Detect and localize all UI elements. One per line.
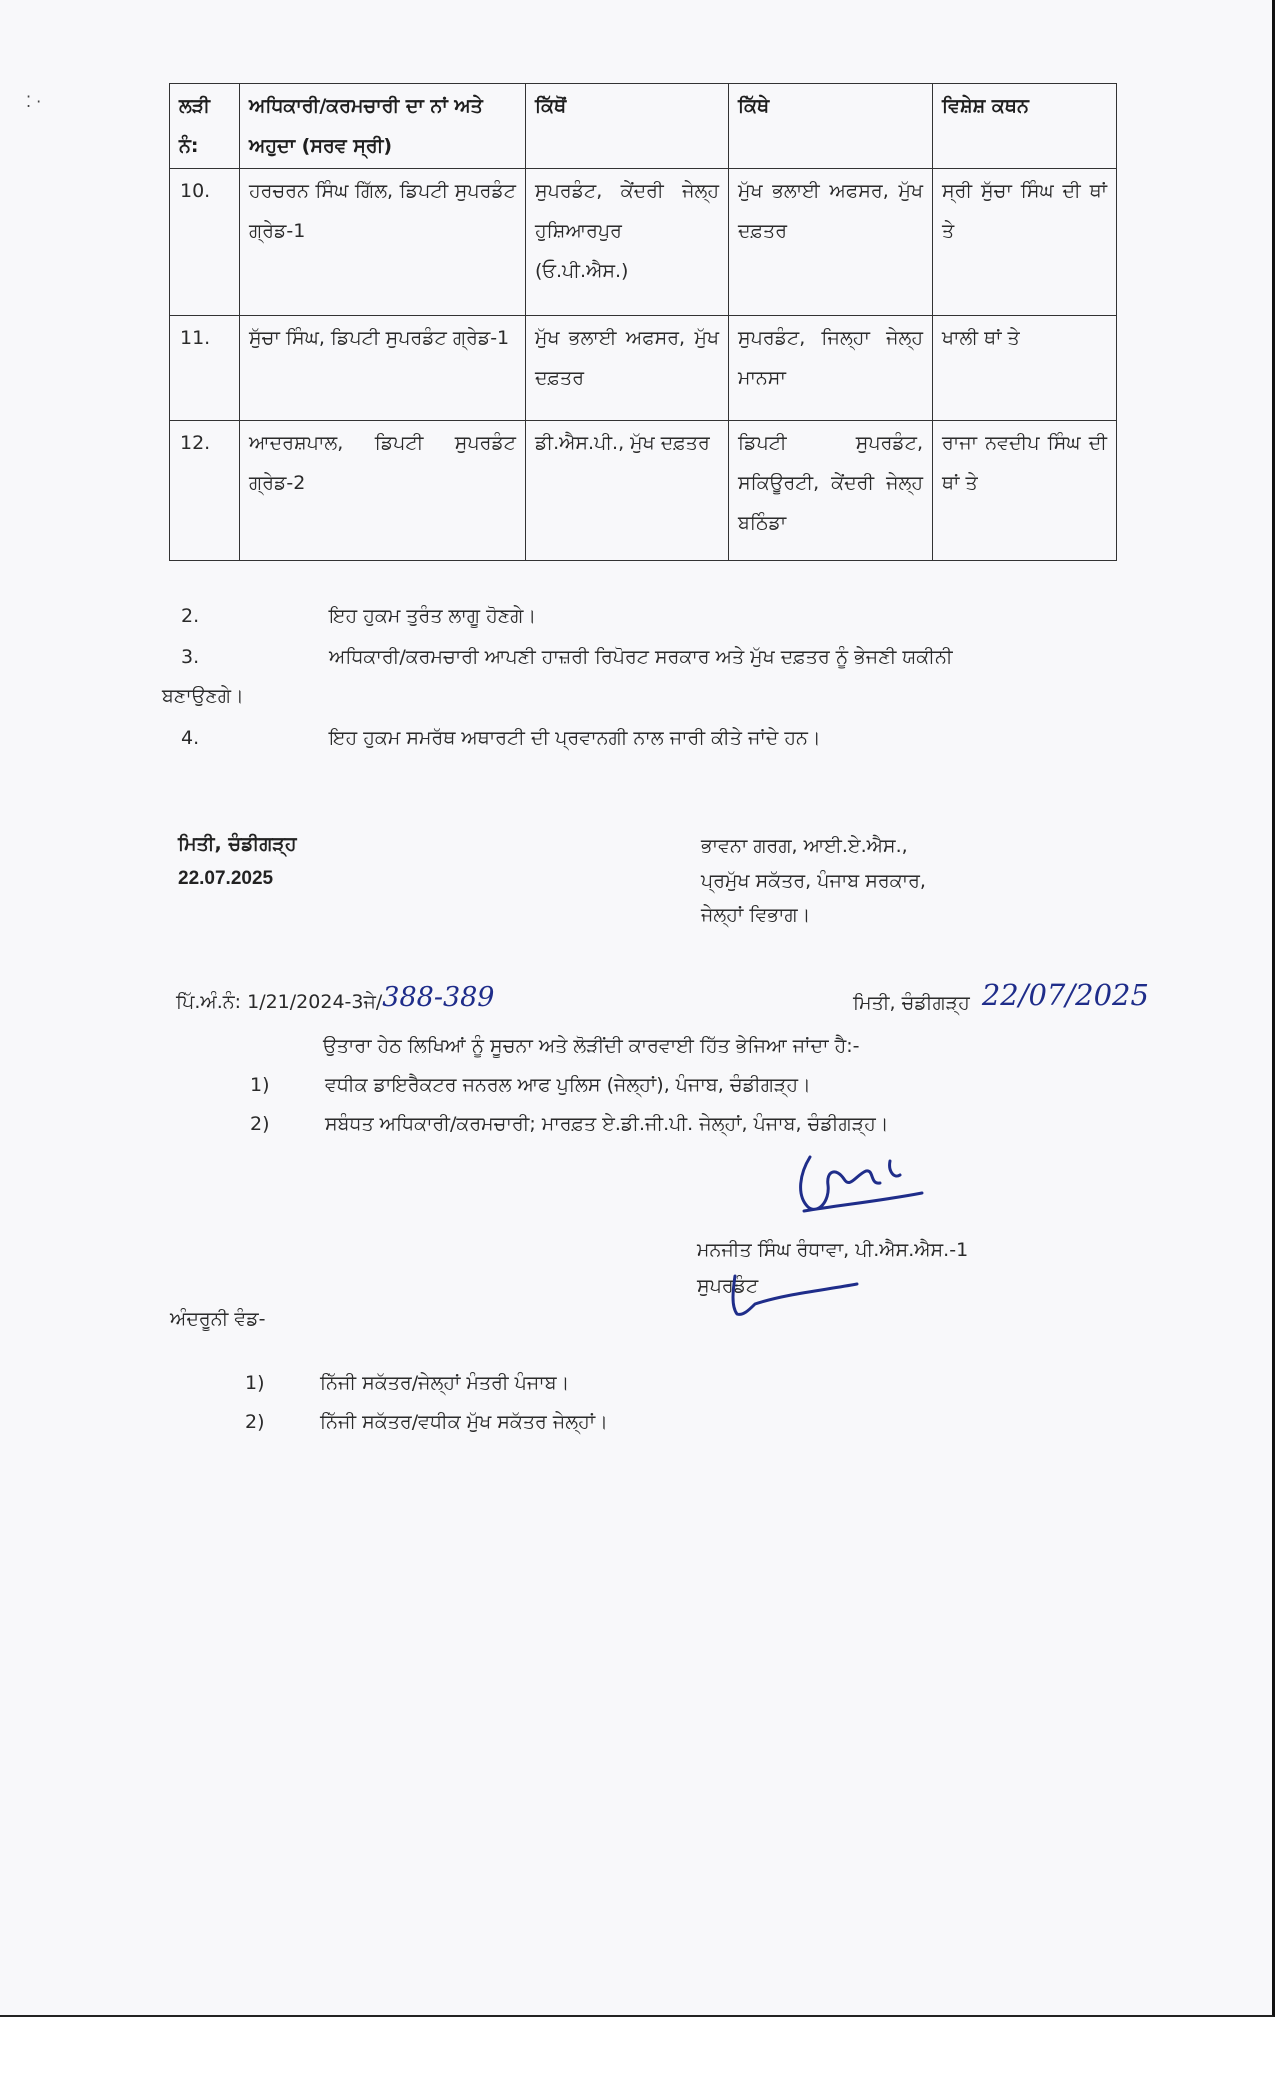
superintendent-name bbox=[697, 1231, 968, 1270]
table-row bbox=[170, 169, 1117, 316]
cell-name: ਸੁੱਚਾ ਸਿੰਘ, ਡਿਪਟੀ ਸੁਪਰਡੰਟ ਗ੍ਰੇਡ-1 bbox=[240, 316, 526, 421]
item-text: ਵਧੀਕ ਡਾਇਰੈਕਟਰ ਜਨਰਲ ਆਫ ਪੁਲਿਸ (ਜੇਲ੍ਹਾਂ), ਪੰਜਾਬ, ਚੰਡੀਗੜ੍ਹ। bbox=[325, 1074, 811, 1096]
item-text: ਨਿੱਜੀ ਸਕੱਤਰ/ਜੇਲ੍ਹਾਂ ਮੰਤਰੀ ਪੰਜਾਬ। bbox=[320, 1372, 570, 1394]
header-serial: ਲੜੀ ਨੰ: bbox=[170, 84, 240, 169]
cell-serial: 11. bbox=[170, 316, 240, 421]
endorsement-date-handwritten: 22/07/2025 bbox=[981, 978, 1149, 1012]
endorsement-date-prefix: ਮਿਤੀ, ਚੰਡੀਗੜ੍ਹ bbox=[853, 992, 970, 1014]
cell-to: ਸੁਪਰਡੰਟ, ਜਿਲ੍ਹਾ ਜੇਲ੍ਹ ਮਾਨਸਾ bbox=[729, 316, 933, 421]
cell-to: ਮੁੱਖ ਭਲਾਈ ਅਫਸਰ, ਮੁੱਖ ਦਫ਼ਤਰ bbox=[729, 169, 933, 316]
cell-remarks: ਰਾਜਾ ਨਵਦੀਪ ਸਿੰਘ ਦੀ ਥਾਂ ਤੇ bbox=[933, 421, 1117, 561]
paragraph-3 bbox=[181, 637, 1111, 677]
item-number: 2) bbox=[245, 1411, 265, 1433]
cell-serial: 10. bbox=[170, 169, 240, 316]
cell-remarks: ਸ੍ਰੀ ਸੁੱਚਾ ਸਿੰਘ ਦੀ ਥਾਂ ਤੇ bbox=[933, 169, 1117, 316]
cell-name: ਹਰਚਰਨ ਸਿੰਘ ਗਿੱਲ, ਡਿਪਟੀ ਸੁਪਰਡੰਟ ਗ੍ਰੇਡ-1 bbox=[240, 169, 526, 316]
cell-serial: 12. bbox=[170, 421, 240, 561]
item-text: ਨਿੱਜੀ ਸਕੱਤਰ/ਵਧੀਕ ਮੁੱਖ ਸਕੱਤਰ ਜੇਲ੍ਹਾਂ। bbox=[320, 1411, 608, 1433]
item-number: 1) bbox=[245, 1372, 265, 1394]
table-header-row bbox=[170, 84, 1117, 169]
transfer-table bbox=[169, 83, 1117, 561]
table-row bbox=[170, 316, 1117, 421]
paragraph-text: ਅਧਿਕਾਰੀ/ਕਰਮਚਾਰੀ ਆਪਣੀ ਹਾਜ਼ਰੀ ਰਿਪੋਰਟ ਸਰਕਾਰ ਅਤੇ ਮੁੱਖ ਦਫ਼ਤਰ ਨੂੰ ਭੇਜਣੀ ਯਕੀਨੀ bbox=[329, 646, 953, 668]
scan-marks: ⁚ · bbox=[26, 92, 42, 111]
endorsement-item bbox=[250, 1066, 811, 1105]
reference-number-handwritten: 388-389 bbox=[382, 982, 495, 1013]
internal-distribution-heading: ਅੰਦਰੂਨੀ ਵੰਡ- bbox=[170, 1308, 266, 1330]
signatory-department: ਜੇਲ੍ਹਾਂ ਵਿਭਾਗ। bbox=[701, 904, 811, 926]
item-number: 2) bbox=[250, 1113, 270, 1135]
initials-signature bbox=[725, 1270, 865, 1330]
paragraph-number: 3. bbox=[181, 646, 200, 668]
endorsement-date bbox=[853, 978, 1149, 1023]
internal-item bbox=[245, 1403, 608, 1442]
paragraph-number: 4. bbox=[181, 727, 200, 749]
paragraph-number: 2. bbox=[181, 605, 200, 627]
paragraph-4 bbox=[181, 718, 1111, 758]
endorsement-reference bbox=[176, 980, 495, 1022]
paragraph-2 bbox=[181, 596, 1111, 636]
cell-from: ਡੀ.ਐਸ.ਪੀ., ਮੁੱਖ ਦਫ਼ਤਰ bbox=[526, 421, 729, 561]
internal-item bbox=[245, 1364, 569, 1403]
issue-date: 22.07.2025 bbox=[178, 868, 274, 889]
header-from: ਕਿੱਥੋਂ bbox=[526, 84, 729, 169]
date-place: ਮਿਤੀ, ਚੰਡੀਗੜ੍ਹ bbox=[178, 833, 297, 855]
reference-prefix: ਪਿੱ.ਅੰ.ਨੰ: 1/21/2024-3ਜੇ/ bbox=[176, 991, 383, 1013]
header-to: ਕਿੱਥੇ bbox=[729, 84, 933, 169]
item-text: ਸਬੰਧਤ ਅਧਿਕਾਰੀ/ਕਰਮਚਾਰੀ; ਮਾਰਫ਼ਤ ਏ.ਡੀ.ਜੀ.ਪੀ. ਜੇਲ੍ਹਾਂ, ਪੰਜਾਬ, ਚੰਡੀਗੜ੍ਹ। bbox=[325, 1113, 889, 1135]
endorsement-item bbox=[250, 1105, 889, 1144]
superintendent-designation: ਸੁਪਰਡੰਟ bbox=[697, 1275, 759, 1297]
paragraph-3-continuation: ਬਣਾਉਣਗੇ। bbox=[162, 685, 244, 707]
signatory-name: ਭਾਵਨਾ ਗਰਗ, ਆਈ.ਏ.ਐਸ., bbox=[701, 835, 908, 857]
cell-remarks: ਖਾਲੀ ਥਾਂ ਤੇ bbox=[933, 316, 1117, 421]
cell-from: ਸੁਪਰਡੰਟ, ਕੇਂਦਰੀ ਜੇਲ੍ਹ ਹੁਸ਼ਿਆਰਪੁਰ (ਓ.ਪੀ.ਐਸ.) bbox=[526, 169, 729, 316]
table-row bbox=[170, 421, 1117, 561]
header-name: ਅਧਿਕਾਰੀ/ਕਰਮਚਾਰੀ ਦਾ ਨਾਂ ਅਤੇ ਅਹੁਦਾ (ਸਰਵ ਸ੍ਰੀ) bbox=[240, 84, 526, 169]
paragraph-text: ਇਹ ਹੁਕਮ ਸਮਰੱਥ ਅਥਾਰਟੀ ਦੀ ਪ੍ਰਵਾਨਗੀ ਨਾਲ ਜਾਰੀ ਕੀਤੇ ਜਾਂਦੇ ਹਨ। bbox=[329, 727, 821, 749]
endorsement-intro: ਉਤਾਰਾ ਹੇਠ ਲਿਖਿਆਂ ਨੂੰ ਸੂਚਨਾ ਅਤੇ ਲੋੜੀਂਦੀ ਕਾਰਵਾਈ ਹਿੱਤ ਭੇਜਿਆ ਜਾਂਦਾ ਹੈ:- bbox=[323, 1035, 860, 1057]
cell-name: ਆਦਰਸ਼ਪਾਲ, ਡਿਪਟੀ ਸੁਪਰਡੰਟ ਗ੍ਰੇਡ-2 bbox=[240, 421, 526, 561]
cell-to: ਡਿਪਟੀ ਸੁਪਰਡੰਟ, ਸਕਿਊਰਟੀ, ਕੇਂਦਰੀ ਜੇਲ੍ਹ ਬਠਿੰਡਾ bbox=[729, 421, 933, 561]
item-number: 1) bbox=[250, 1074, 270, 1096]
paragraph-text: ਇਹ ਹੁਕਮ ਤੁਰੰਤ ਲਾਗੂ ਹੋਣਗੇ। bbox=[329, 605, 537, 627]
header-remarks: ਵਿਸ਼ੇਸ਼ ਕਥਨ bbox=[933, 84, 1117, 169]
handwritten-signature bbox=[770, 1145, 930, 1225]
signatory-designation: ਪ੍ਰਮੁੱਖ ਸਕੱਤਰ, ਪੰਜਾਬ ਸਰਕਾਰ, bbox=[701, 870, 926, 892]
superintendent-name-text: ਮਨਜੀਤ ਸਿੰਘ ਰੰਧਾਵਾ, ਪੀ.ਐਸ.ਐਸ.-1 bbox=[697, 1239, 969, 1261]
cell-from: ਮੁੱਖ ਭਲਾਈ ਅਫਸਰ, ਮੁੱਖ ਦਫ਼ਤਰ bbox=[526, 316, 729, 421]
